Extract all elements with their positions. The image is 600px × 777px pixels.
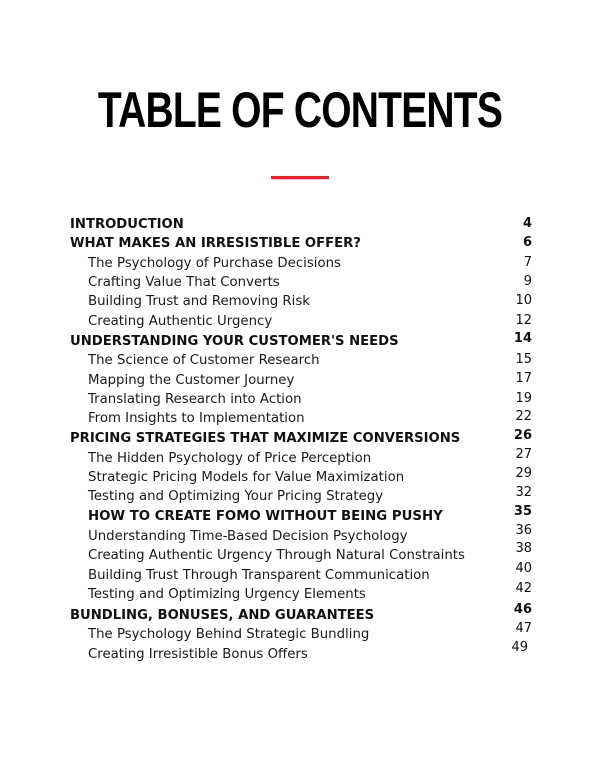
toc-entry-page: 7	[523, 255, 532, 270]
toc-entry-page: 12	[515, 313, 532, 328]
toc-entry-pricing-strategies[interactable]	[0, 429, 600, 449]
toc-entry-customer-research[interactable]	[0, 351, 600, 371]
toc-entry-page: 4	[522, 216, 532, 231]
toc-entry-label: The Science of Customer Research	[88, 353, 320, 368]
toc-entry-label: Building Trust and Removing Risk	[88, 294, 310, 309]
toc-entry-time-based[interactable]	[0, 523, 600, 547]
toc-entry-page: 47	[515, 621, 532, 636]
toc-entry-page: 38	[515, 541, 532, 556]
toc-entry-label: Creating Irresistible Bonus Offers	[88, 647, 308, 662]
toc-entry-transparent-communication[interactable]	[0, 561, 600, 586]
toc-entry-research-action[interactable]	[0, 390, 600, 410]
toc-entry-label: Mapping the Customer Journey	[88, 373, 295, 388]
toc-entry-page: 15	[515, 352, 532, 367]
toc-entry-natural-constraints[interactable]	[0, 541, 600, 566]
toc-entry-page: 26	[513, 428, 532, 443]
toc-entry-purchase-decisions[interactable]	[0, 254, 600, 274]
toc-entry-page: 36	[515, 523, 532, 538]
page-title: TABLE OF CONTENTS	[97, 82, 503, 138]
toc-entry-page: 17	[515, 371, 532, 386]
toc-entry-page: 35	[513, 504, 532, 519]
title-divider	[271, 176, 329, 179]
toc-entry-label: From Insights to Implementation	[88, 411, 305, 426]
toc-entry-label: Creating Authentic Urgency Through Natural Constraints	[88, 548, 465, 563]
toc-entry-page: 27	[515, 447, 532, 462]
toc-entry-page: 19	[515, 391, 532, 406]
toc-entry-authentic-urgency[interactable]	[0, 312, 600, 332]
toc-entry-customer-journey[interactable]	[0, 371, 600, 391]
toc-entry-label: Translating Research into Action	[88, 392, 302, 407]
toc-entry-label: The Hidden Psychology of Price Perception	[88, 451, 372, 466]
toc-entry-label: INTRODUCTION	[70, 217, 184, 232]
toc-entry-fomo[interactable]	[0, 504, 600, 527]
toc-entry-label: Testing and Optimizing Your Pricing Strategy	[88, 489, 384, 504]
toc-entry-page: 9	[523, 274, 532, 289]
toc-entry-irresistible-offer[interactable]	[0, 234, 600, 254]
toc-entry-label: Strategic Pricing Models for Value Maximization	[88, 470, 405, 485]
toc-entry-page: 14	[513, 331, 532, 346]
toc-entry-customer-needs[interactable]	[0, 332, 600, 352]
toc-entry-price-perception[interactable]	[0, 449, 600, 469]
toc-entry-insights-implementation[interactable]	[0, 409, 600, 429]
toc-entry-bonus-offers[interactable]	[0, 640, 600, 665]
toc-entry-page: 22	[515, 409, 532, 424]
toc-entry-page: 6	[522, 235, 532, 250]
toc-entry-label: Understanding Time-Based Decision Psychology	[88, 529, 408, 544]
toc-entry-urgency-elements[interactable]	[0, 581, 600, 605]
toc-entry-label: The Psychology Behind Strategic Bundling	[88, 627, 370, 642]
toc-entry-pricing-testing[interactable]	[0, 487, 600, 507]
toc-entry-label: WHAT MAKES AN IRRESISTIBLE OFFER?	[70, 236, 361, 251]
toc-entry-label: HOW TO CREATE FOMO WITHOUT BEING PUSHY	[88, 509, 443, 524]
toc-entry-page: 42	[515, 581, 532, 596]
toc-entry-label: UNDERSTANDING YOUR CUSTOMER'S NEEDS	[70, 334, 399, 349]
toc-entry-label: Creating Authentic Urgency	[88, 314, 273, 329]
toc-entry-crafting-value[interactable]	[0, 273, 600, 293]
toc-entry-page: 29	[515, 466, 532, 481]
toc-entry-page: 46	[513, 602, 532, 617]
toc-entry-label: BUNDLING, BONUSES, AND GUARANTEES	[70, 608, 375, 623]
toc-entry-page: 40	[515, 561, 532, 576]
toc-entry-label: Testing and Optimizing Urgency Elements	[88, 587, 366, 602]
toc-entry-label: Crafting Value That Converts	[88, 275, 280, 290]
toc-entry-label: PRICING STRATEGIES THAT MAXIMIZE CONVERSIONS	[70, 431, 461, 446]
toc-entry-strategic-bundling[interactable]	[0, 621, 600, 645]
toc-entry-label: The Psychology of Purchase Decisions	[88, 256, 341, 271]
toc-entry-building-trust[interactable]	[0, 292, 600, 312]
toc-entry-pricing-models[interactable]	[0, 468, 600, 488]
toc-entry-bundling[interactable]	[0, 602, 600, 626]
toc-entry-page: 32	[515, 485, 532, 500]
toc-entry-page: 49	[511, 640, 528, 655]
toc-entry-page: 10	[515, 293, 532, 308]
toc-entry-label: Building Trust Through Transparent Communication	[88, 568, 430, 583]
toc-entry-introduction[interactable]	[0, 215, 600, 235]
